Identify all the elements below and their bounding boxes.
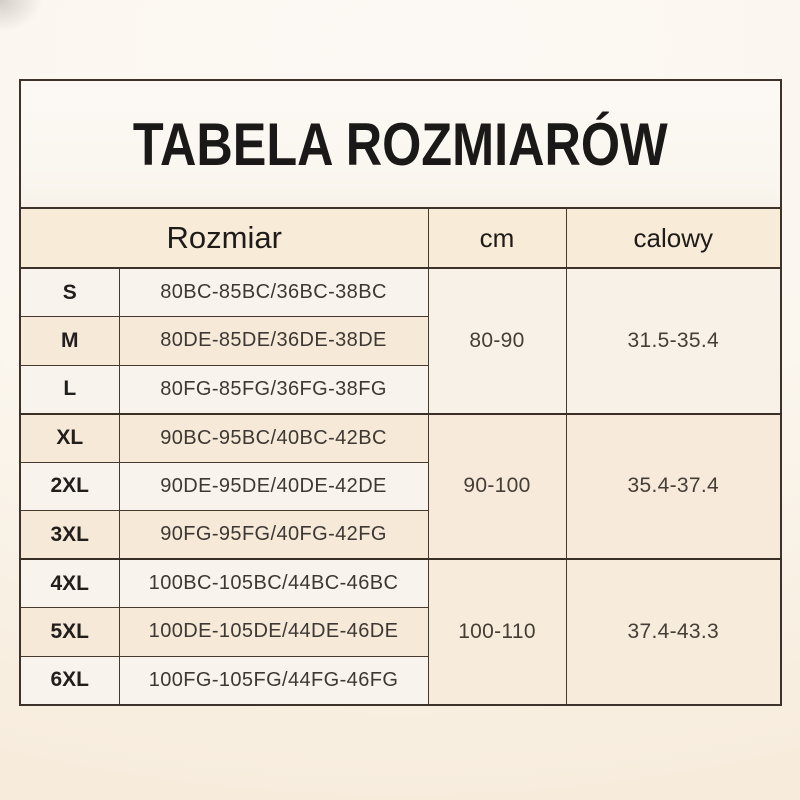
size-label-cell: 6XL [20, 656, 119, 705]
size-label-cell: S [20, 268, 119, 317]
size-label-cell: M [20, 317, 119, 366]
table-row [20, 268, 781, 317]
column-header-calowy: calowy [566, 208, 781, 268]
header-row [20, 208, 781, 268]
measurement-cell: 90BC-95BC/40BC-42BC [119, 414, 428, 463]
size-label-cell: XL [20, 414, 119, 463]
table-row [20, 559, 781, 608]
size-label-cell: 2XL [20, 462, 119, 511]
measurement-cell: 80BC-85BC/36BC-38BC [119, 268, 428, 317]
chart-title: TABELA ROZMIARÓW [133, 110, 668, 178]
inches-range-cell: 31.5-35.4 [566, 268, 781, 414]
cm-range-cell: 90-100 [428, 414, 566, 560]
size-label-cell: 3XL [20, 511, 119, 560]
measurement-cell: 90DE-95DE/40DE-42DE [119, 462, 428, 511]
table-row [20, 414, 781, 463]
cm-range-cell: 80-90 [428, 268, 566, 414]
title-row [20, 80, 781, 208]
size-label-cell: 4XL [20, 559, 119, 608]
column-header-cm: cm [428, 208, 566, 268]
measurement-cell: 80FG-85FG/36FG-38FG [119, 365, 428, 414]
inches-range-cell: 35.4-37.4 [566, 414, 781, 560]
measurement-cell: 90FG-95FG/40FG-42FG [119, 511, 428, 560]
size-label-cell: L [20, 365, 119, 414]
measurement-cell: 100BC-105BC/44BC-46BC [119, 559, 428, 608]
measurement-cell: 100FG-105FG/44FG-46FG [119, 656, 428, 705]
size-label-cell: 5XL [20, 608, 119, 657]
measurement-cell: 80DE-85DE/36DE-38DE [119, 317, 428, 366]
column-header-rozmiar: Rozmiar [20, 208, 428, 268]
size-chart-table [19, 79, 782, 706]
inches-range-cell: 37.4-43.3 [566, 559, 781, 705]
cm-range-cell: 100-110 [428, 559, 566, 705]
measurement-cell: 100DE-105DE/44DE-46DE [119, 608, 428, 657]
chart-title-cell [20, 80, 781, 208]
